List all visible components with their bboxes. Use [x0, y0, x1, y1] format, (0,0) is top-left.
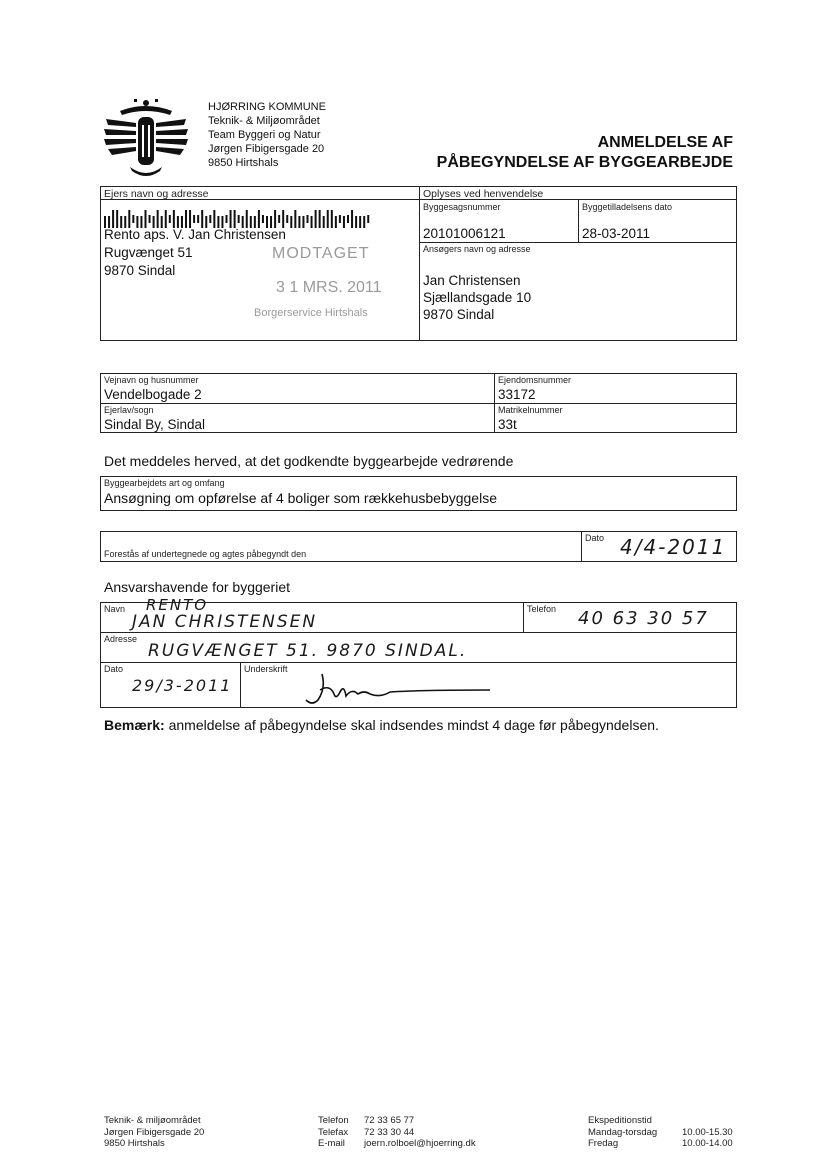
- start-date-label: Dato: [585, 533, 605, 543]
- cadastral-value: 33t: [498, 417, 517, 432]
- org-city: 9850 Hirtshals: [208, 157, 279, 169]
- permit-date: 28-03-2011: [582, 226, 651, 241]
- footer-contact-values: [364, 1115, 476, 1150]
- work-value: Ansøgning om opførelse af 4 boliger som rækkehusbebyggelse: [104, 490, 497, 506]
- received-stamp: MODTAGET: [272, 245, 370, 262]
- signature-label: Underskrift: [244, 664, 288, 674]
- work-label: Byggearbejdets art og omfang: [104, 478, 225, 488]
- footer-dept: Teknik- & miljøområdet: [104, 1115, 201, 1126]
- case-number-label: Byggesagsnummer: [423, 202, 501, 212]
- footer-phone: 72 33 65 77: [364, 1115, 415, 1126]
- street-label: Vejnavn og husnummer: [104, 375, 199, 385]
- form-title: [437, 133, 733, 173]
- info-label: Oplyses ved henvendelse: [423, 188, 544, 200]
- footer-hours: [682, 1127, 733, 1150]
- applicant-name: Jan Christensen: [423, 273, 521, 288]
- form-title-line1: ANMELDELSE AF: [597, 134, 733, 151]
- responsible-heading: Ansvarshavende for byggeriet: [104, 579, 290, 595]
- address-handwritten: RUGVÆNGET 51. 9870 SINDAL.: [148, 641, 468, 661]
- form-title-line2: PÅBEGYNDELSE AF BYGGEARBEJDE: [436, 154, 733, 171]
- barcode: [104, 210, 374, 228]
- applicant-city: 9870 Sindal: [423, 307, 495, 322]
- parish-value: Sindal By, Sindal: [104, 417, 206, 432]
- address-label: Adresse: [104, 634, 138, 644]
- footer-city: 9850 Hirtshals: [104, 1138, 165, 1149]
- footer-email-label: E-mail: [318, 1138, 345, 1149]
- remark: [104, 717, 659, 733]
- property-no-label: Ejendomsnummer: [498, 375, 572, 385]
- footer-address: [104, 1115, 204, 1150]
- stamp-office: Borgerservice Hirtshals: [254, 307, 368, 319]
- municipality-logo: [100, 97, 192, 179]
- org-street: Jørgen Fibigersgade 20: [208, 143, 325, 155]
- footer-hours-title: Ekspeditionstid: [588, 1115, 652, 1126]
- street-value: Vendelbogade 2: [104, 387, 202, 402]
- date-handwritten: 29/3-2011: [132, 676, 233, 695]
- signature-image: [300, 670, 500, 710]
- footer-days-1: Mandag-torsdag: [588, 1126, 658, 1138]
- org-department: Teknik- & Miljøområdet: [208, 115, 320, 127]
- name-handwritten-2: JAN CHRISTENSEN: [132, 612, 318, 632]
- name-label: Navn: [104, 604, 126, 614]
- footer-fax-label: Telefax: [318, 1126, 349, 1138]
- org-team: Team Byggeri og Natur: [208, 129, 321, 141]
- owner-name: Rento aps. V. Jan Christensen: [104, 227, 286, 242]
- footer-days: [588, 1127, 657, 1150]
- org-name: HJØRRING KOMMUNE: [208, 101, 326, 113]
- applicant-street: Sjællandsgade 10: [423, 290, 532, 305]
- remark-bold: Bemærk:: [104, 717, 165, 733]
- case-number: 20101006121: [423, 226, 506, 241]
- owner-street: Rugvænget 51: [104, 245, 193, 260]
- owner-city: 9870 Sindal: [104, 263, 176, 278]
- footer-fax: 72 33 30 44: [364, 1126, 415, 1138]
- footer-contact-labels: [318, 1115, 349, 1150]
- applicant-label: Ansøgers navn og adresse: [423, 244, 531, 254]
- footer-days-2: Fredag: [588, 1138, 619, 1149]
- owner-label: Ejers navn og adresse: [104, 188, 209, 200]
- remark-text: anmeldelse af påbegyndelse skal indsendes mindst 4 dage før påbegyndelsen.: [164, 717, 659, 733]
- footer-street: Jørgen Fibigersgade 20: [104, 1126, 205, 1138]
- footer-hours-1: 10.00-15.30: [682, 1126, 733, 1138]
- footer-hours-2: 10.00-14.00: [682, 1138, 733, 1149]
- date-label: Dato: [104, 664, 124, 674]
- start-date-handwritten: 4/4-2011: [620, 535, 727, 559]
- footer-email: joern.rolboel@hjoerring.dk: [364, 1138, 476, 1149]
- org-address: [208, 100, 326, 170]
- phone-handwritten: 40 63 30 57: [578, 608, 709, 629]
- start-label: Forestås af undertegnede og agtes påbegyndt den: [104, 549, 307, 559]
- parish-label: Ejerlav/sogn: [104, 405, 154, 415]
- phone-label: Telefon: [527, 604, 557, 614]
- property-no-value: 33172: [498, 387, 536, 402]
- footer-phone-label: Telefon: [318, 1115, 349, 1126]
- permit-date-label: Byggetilladelsens dato: [582, 202, 673, 212]
- cadastral-label: Matrikelnummer: [498, 405, 563, 415]
- name-handwritten-1: RENTO: [146, 596, 209, 614]
- stamp-date: 3 1 MRS. 2011: [276, 279, 382, 296]
- notice-text: Det meddeles herved, at det godkendte byggearbejde vedrørende: [104, 453, 514, 469]
